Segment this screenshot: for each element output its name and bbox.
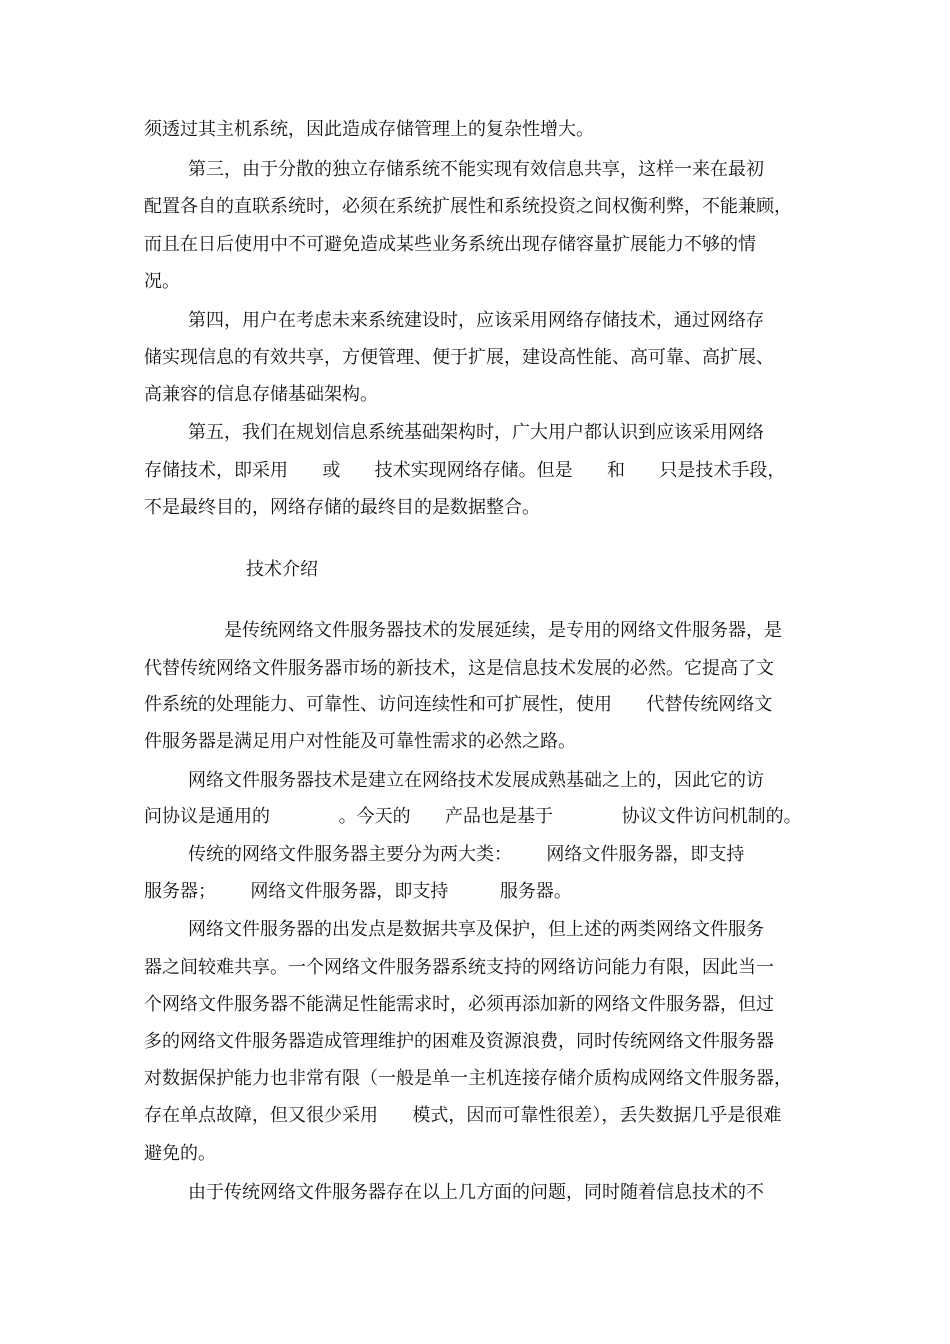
text-line: 器之间较难共享。一个网络文件服务器系统支持的网络访问能力有限，因此当一 xyxy=(144,957,774,978)
text-line: 存储技术，即采用 或 技术实现网络存储。但是 和 只是技术手段， xyxy=(144,460,786,481)
text-line: 代替传统网络文件服务器市场的新技术，这是信息技术发展的必然。它提高了文 xyxy=(144,658,774,679)
text-line: 不是最终目的，网络存储的最终目的是数据整合。 xyxy=(144,497,540,518)
text-line: 须透过其主机系统，因此造成存储管理上的复杂性增大。 xyxy=(144,119,594,140)
text-line: 对数据保护能力也非常有限（一般是单一主机连接存储介质构成网络文件服务器， xyxy=(144,1068,792,1089)
text-line: 高兼容的信息存储基础架构。 xyxy=(144,384,378,405)
text-line: 而且在日后使用中不可避免造成某些业务系统出现存储容量扩展能力不够的情 xyxy=(144,234,756,255)
text-line: 个网络文件服务器不能满足性能需求时，必须再添加新的网络文件服务器，但过 xyxy=(144,994,774,1015)
text-line: 是传统网络文件服务器技术的发展延续，是专用的网络文件服务器，是 xyxy=(224,620,782,641)
text-line: 问协议是通用的 。今天的 产品也是基于 协议文件访问机制的。 xyxy=(144,806,802,827)
text-line: 由于传统网络文件服务器存在以上几方面的问题，同时随着信息技术的不 xyxy=(188,1182,764,1203)
text-line: 第五，我们在规划信息系统基础架构时，广大用户都认识到应该采用网络 xyxy=(188,422,764,443)
text-line: 件系统的处理能力、可靠性、访问连续性和可扩展性，使用 代替传统网络文 xyxy=(144,694,773,715)
text-line: 第四，用户在考虑未来系统建设时，应该采用网络存储技术，通过网络存 xyxy=(188,310,764,331)
text-line: 配置各自的直联系统时，必须在系统扩展性和系统投资之间权衡利弊，不能兼顾， xyxy=(144,196,792,217)
text-line: 网络文件服务器技术是建立在网络技术发展成熟基础之上的，因此它的访 xyxy=(188,770,764,791)
text-line: 避免的。 xyxy=(144,1143,216,1164)
text-line: 第三，由于分散的独立存储系统不能实现有效信息共享，这样一来在最初 xyxy=(188,159,764,180)
text-line: 件服务器是满足用户对性能及可靠性需求的必然之路。 xyxy=(144,731,576,752)
text-line: 况。 xyxy=(144,271,180,292)
text-line: 网络文件服务器的出发点是数据共享及保护，但上述的两类网络文件服务 xyxy=(188,919,764,940)
text-line: 储实现信息的有效共享，方便管理、便于扩展，建设高性能、高可靠、高扩展、 xyxy=(144,347,774,368)
text-line: 多的网络文件服务器造成管理维护的困难及资源浪费，同时传统网络文件服务器 xyxy=(144,1031,774,1052)
text-line: 传统的网络文件服务器主要分为两大类： 网络文件服务器，即支持 xyxy=(188,844,745,865)
text-line: 服务器； 网络文件服务器，即支持 服务器。 xyxy=(144,881,572,902)
text-line: 存在单点故障，但又很少采用 模式，因而可靠性很差），丢失数据几乎是很难 xyxy=(144,1105,782,1126)
section-heading: 技术介绍 xyxy=(246,559,318,580)
